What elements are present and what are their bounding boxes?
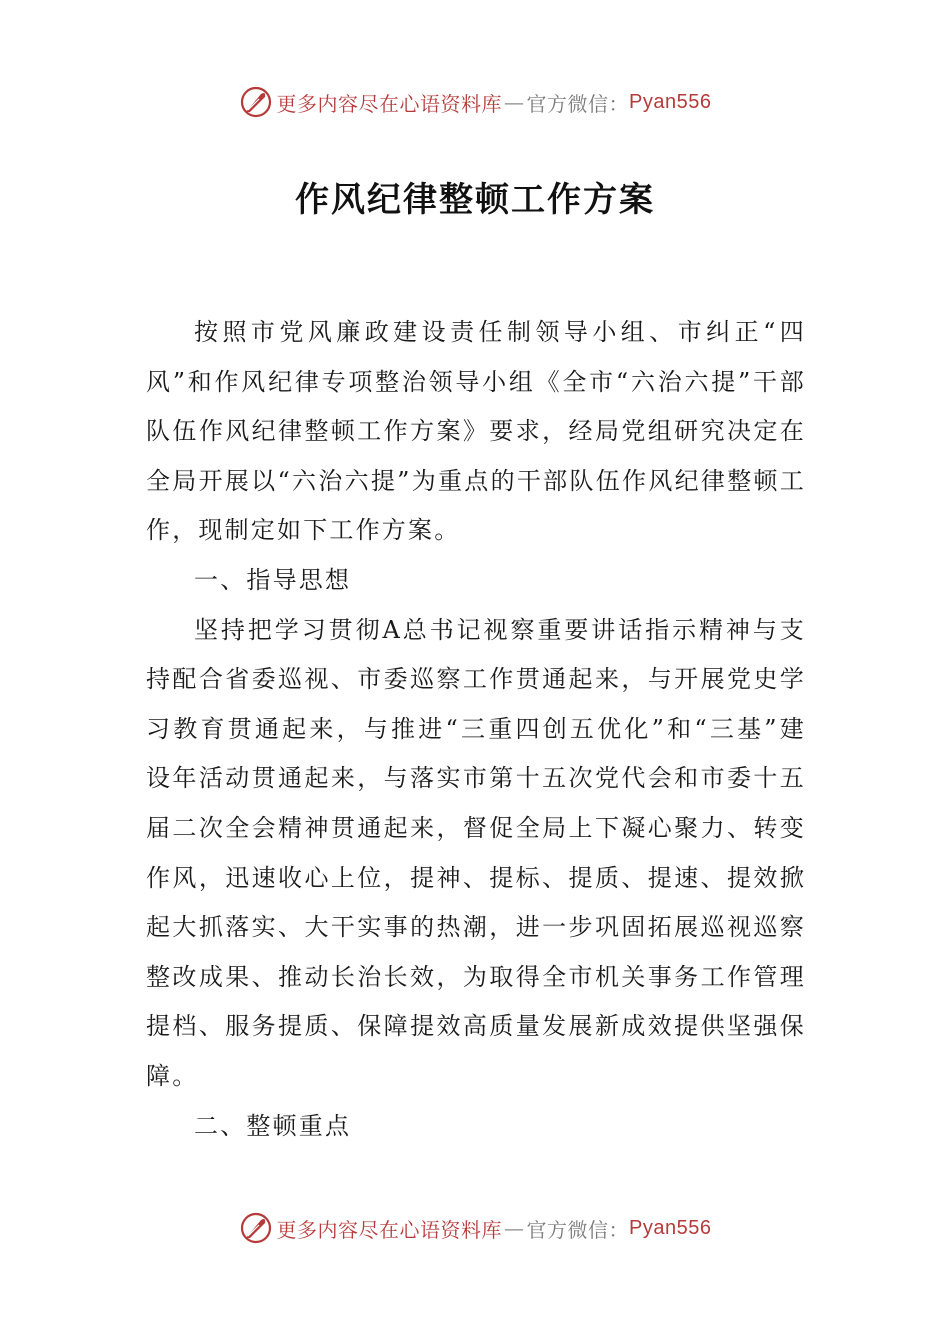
watermark-wechat-label: 官方微信： [526,91,630,116]
quill-pen-logo-icon [239,85,273,119]
footer-watermark [0,1208,950,1248]
section-heading-guiding-ideology: 一、指导思想 [194,565,352,594]
watermark-wechat-id: Pyan556 [629,1216,712,1239]
guiding-ideology-paragraph: 坚持把学习贯彻A总书记视察重要讲话指示精神与支持配合省委巡视、市委巡察工作贯通起来，与开展党史学习教育贯通起来，与推进“三重四创五优化”和“三基”建设年活动贯通起来，与落实市第十五次党代会和市委十五届二次全会精神贯通起来，督促全局上下凝心聚力、转变作风，迅速收心上位，提神、提标、提质、提速、提效掀起大抓落实、大干实事的热潮，进一步巩固拓展巡视巡察整改成果、推动长治长效，为取得全市机关事务工作管理提档、服务提质、保障提效高质量发展新成效提供坚强保障。 [146,615,806,1090]
intro-paragraph: 按照市党风廉政建设责任制领导小组、市纠正“四风”和作风纪律专项整治领导小组《全市“六治六提”干部队伍作风纪律整顿工作方案》要求，经局党组研究决定在全局开展以“六治六提”为重点的干部队伍作风纪律整顿工作，现制定如下工作方案。 [146,318,806,545]
watermark-slogan: 更多内容尽在心语资料库 [276,91,503,116]
section-heading-rectification-focus: 二、整顿重点 [194,1111,352,1140]
watermark-slogan: 更多内容尽在心语资料库 [276,1217,503,1242]
document-body [146,308,806,1151]
document-title: 作风纪律整顿工作方案 [295,180,655,220]
watermark-dash: — [504,1216,525,1240]
quill-pen-logo-icon [239,1211,273,1245]
header-watermark [0,82,950,122]
watermark-dash: — [504,90,525,114]
watermark-wechat-id: Pyan556 [629,90,712,113]
watermark-wechat-label: 官方微信： [526,1217,630,1242]
